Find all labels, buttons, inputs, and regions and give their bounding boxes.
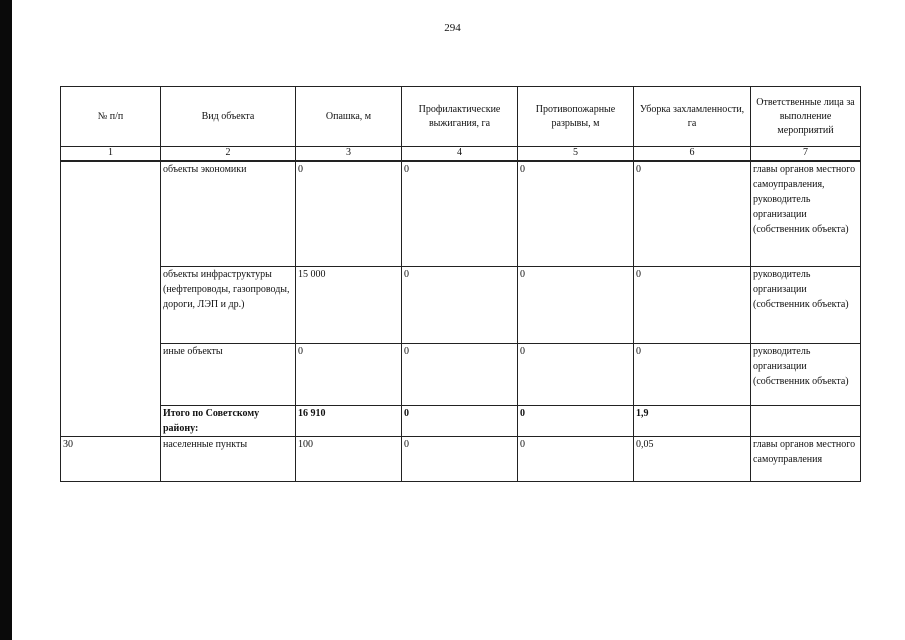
firebreaks-cell: 0	[518, 161, 634, 267]
cleanup-cell: 0,05	[634, 437, 751, 482]
row-num-cell	[61, 161, 161, 437]
burning-cell: 0	[402, 437, 518, 482]
burning-cell: 0	[402, 344, 518, 406]
firebreaks-cell: 0	[518, 437, 634, 482]
responsible-cell: главы органов местного самоуправления	[751, 437, 861, 482]
col-number: 7	[751, 147, 861, 161]
cleanup-cell: 1,9	[634, 406, 751, 437]
col-number: 2	[161, 147, 296, 161]
header-plowing: Опашка, м	[296, 87, 402, 147]
col-number: 3	[296, 147, 402, 161]
firebreaks-cell: 0	[518, 267, 634, 344]
plowing-cell: 15 000	[296, 267, 402, 344]
header-burning: Профилактические выжигания, га	[402, 87, 518, 147]
header-row	[61, 87, 861, 147]
plowing-cell: 0	[296, 161, 402, 267]
burning-cell: 0	[402, 161, 518, 267]
scan-left-edge	[0, 0, 12, 640]
responsible-cell: руководитель организации (собственник объекта)	[751, 344, 861, 406]
object-type-cell: населенные пункты	[161, 437, 296, 482]
header-firebreaks: Противопожарные разрывы, м	[518, 87, 634, 147]
table-row	[61, 267, 861, 344]
responsible-cell	[751, 406, 861, 437]
firebreaks-cell: 0	[518, 406, 634, 437]
header-cleanup: Уборка захламленности, га	[634, 87, 751, 147]
table-row	[61, 344, 861, 406]
header-num: № п/п	[61, 87, 161, 147]
subtotal-label: Итого по Советскому району:	[161, 406, 296, 437]
col-number: 6	[634, 147, 751, 161]
subtotal-row	[61, 406, 861, 437]
plowing-cell: 0	[296, 344, 402, 406]
plowing-cell: 16 910	[296, 406, 402, 437]
plowing-cell: 100	[296, 437, 402, 482]
cleanup-cell: 0	[634, 344, 751, 406]
header-object-type: Вид объекта	[161, 87, 296, 147]
fire-prevention-table	[60, 86, 861, 482]
object-type-cell: объекты экономики	[161, 161, 296, 267]
cleanup-cell: 0	[634, 267, 751, 344]
object-type-cell: иные объекты	[161, 344, 296, 406]
cleanup-cell: 0	[634, 161, 751, 267]
object-type-cell: объекты инфраструктуры (нефтепроводы, газопроводы, дороги, ЛЭП и др.)	[161, 267, 296, 344]
row-num-cell: 30	[61, 437, 161, 482]
table-row	[61, 161, 861, 267]
burning-cell: 0	[402, 406, 518, 437]
burning-cell: 0	[402, 267, 518, 344]
firebreaks-cell: 0	[518, 344, 634, 406]
col-number: 5	[518, 147, 634, 161]
responsible-cell: руководитель организации (собственник объекта)	[751, 267, 861, 344]
responsible-cell: главы органов местного самоуправления, руководитель организации (собственник объекта)	[751, 161, 861, 267]
table-row	[61, 437, 861, 482]
col-number: 1	[61, 147, 161, 161]
column-number-row	[61, 147, 861, 161]
page-number: 294	[444, 22, 461, 34]
col-number: 4	[402, 147, 518, 161]
header-responsible: Ответственные лица за выполнение мероприятий	[751, 87, 861, 147]
